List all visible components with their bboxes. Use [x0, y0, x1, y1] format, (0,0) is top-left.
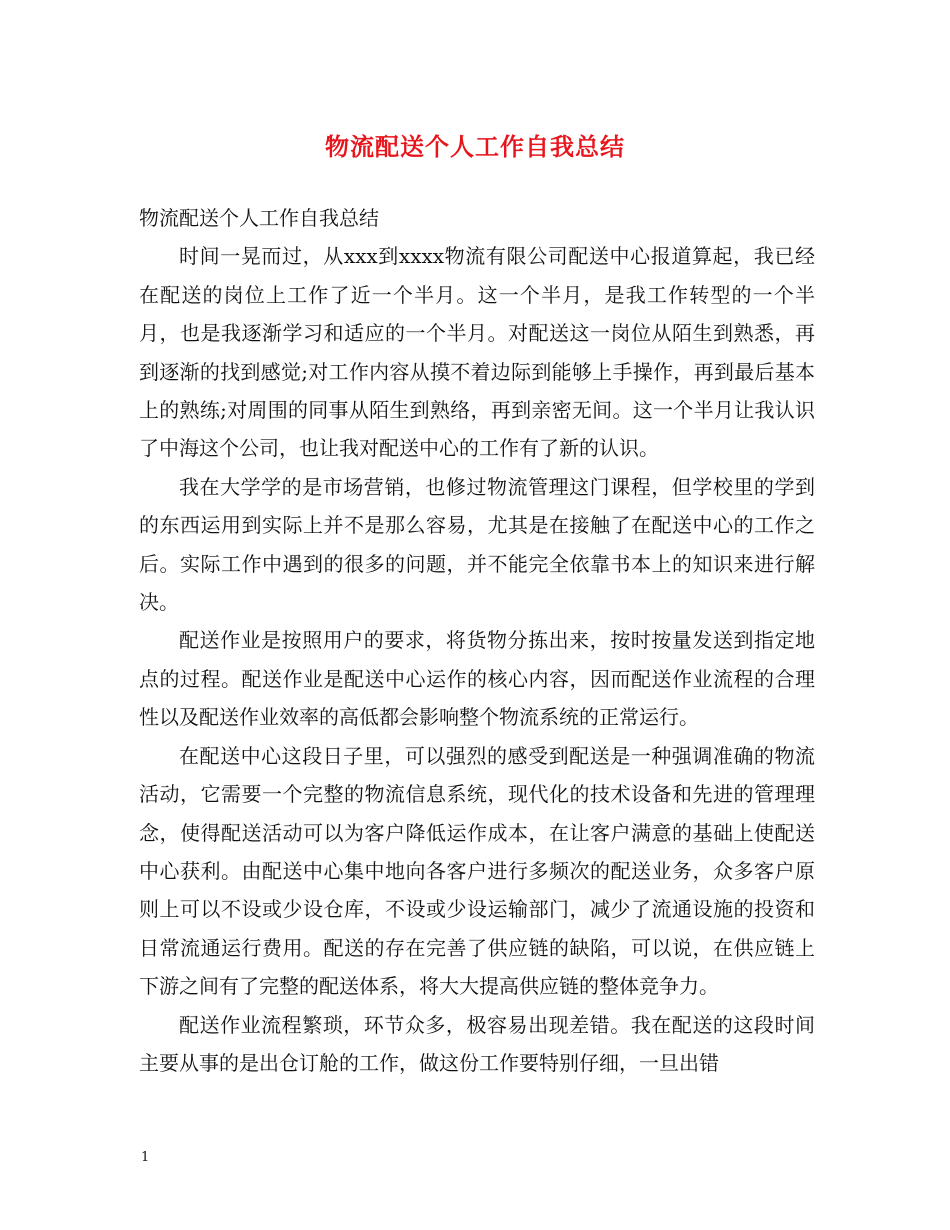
- paragraph-5: 配送作业流程繁琐，环节众多，极容易出现差错。我在配送的这段时间主要从事的是出仓订舱的工作，做这份工作要特别仔细，一旦出错: [139, 1012, 815, 1075]
- paragraph-1: 时间一晃而过，从xxx到xxxx物流有限公司配送中心报道算起，我已经在配送的岗位上工作了近一个半月。这一个半月，是我工作转型的一个半月，也是我逐渐学习和适应的一个半月。对配送这一岗位从陌生到熟悉，再到逐渐的找到感觉;对工作内容从摸不着边际到能够上手操作，再到最后基本上的熟练;对周围的同事从陌生到熟络，再到亲密无间。这一个半月让我认识了中海这个公司，也让我对配送中心的工作有了新的认识。: [139, 244, 815, 461]
- document-subtitle: 物流配送个人工作自我总结: [139, 206, 379, 230]
- page-number: 1: [141, 1150, 150, 1165]
- document-body: [139, 199, 815, 1082]
- paragraph-2: 我在大学学的是市场营销，也修过物流管理这门课程，但学校里的学到的东西运用到实际上并不是那么容易，尤其是在接触了在配送中心的工作之后。实际工作中遇到的很多的问题，并不能完全依靠书本上的知识来进行解决。: [139, 474, 815, 615]
- paragraph-3: 配送作业是按照用户的要求，将货物分拣出来，按时按量发送到指定地点的过程。配送作业是配送中心运作的核心内容，因而配送作业流程的合理性以及配送作业效率的高低都会影响整个物流系统的正常运行。: [139, 628, 815, 730]
- paragraph-4: 在配送中心这段日子里，可以强烈的感受到配送是一种强调准确的物流活动，它需要一个完整的物流信息系统，现代化的技术设备和先进的管理理念，使得配送活动可以为客户降低运作成本，在让客户满意的基础上使配送中心获利。由配送中心集中地向各客户进行多频次的配送业务，众多客户原则上可以不设或少设仓库，不设或少设运输部门，减少了流通设施的投资和日常流通运行费用。配送的存在完善了供应链的缺陷，可以说，在供应链上下游之间有了完整的配送体系，将大大提高供应链的整体竞争力。: [139, 743, 815, 999]
- document-title: 物流配送个人工作自我总结: [325, 132, 625, 161]
